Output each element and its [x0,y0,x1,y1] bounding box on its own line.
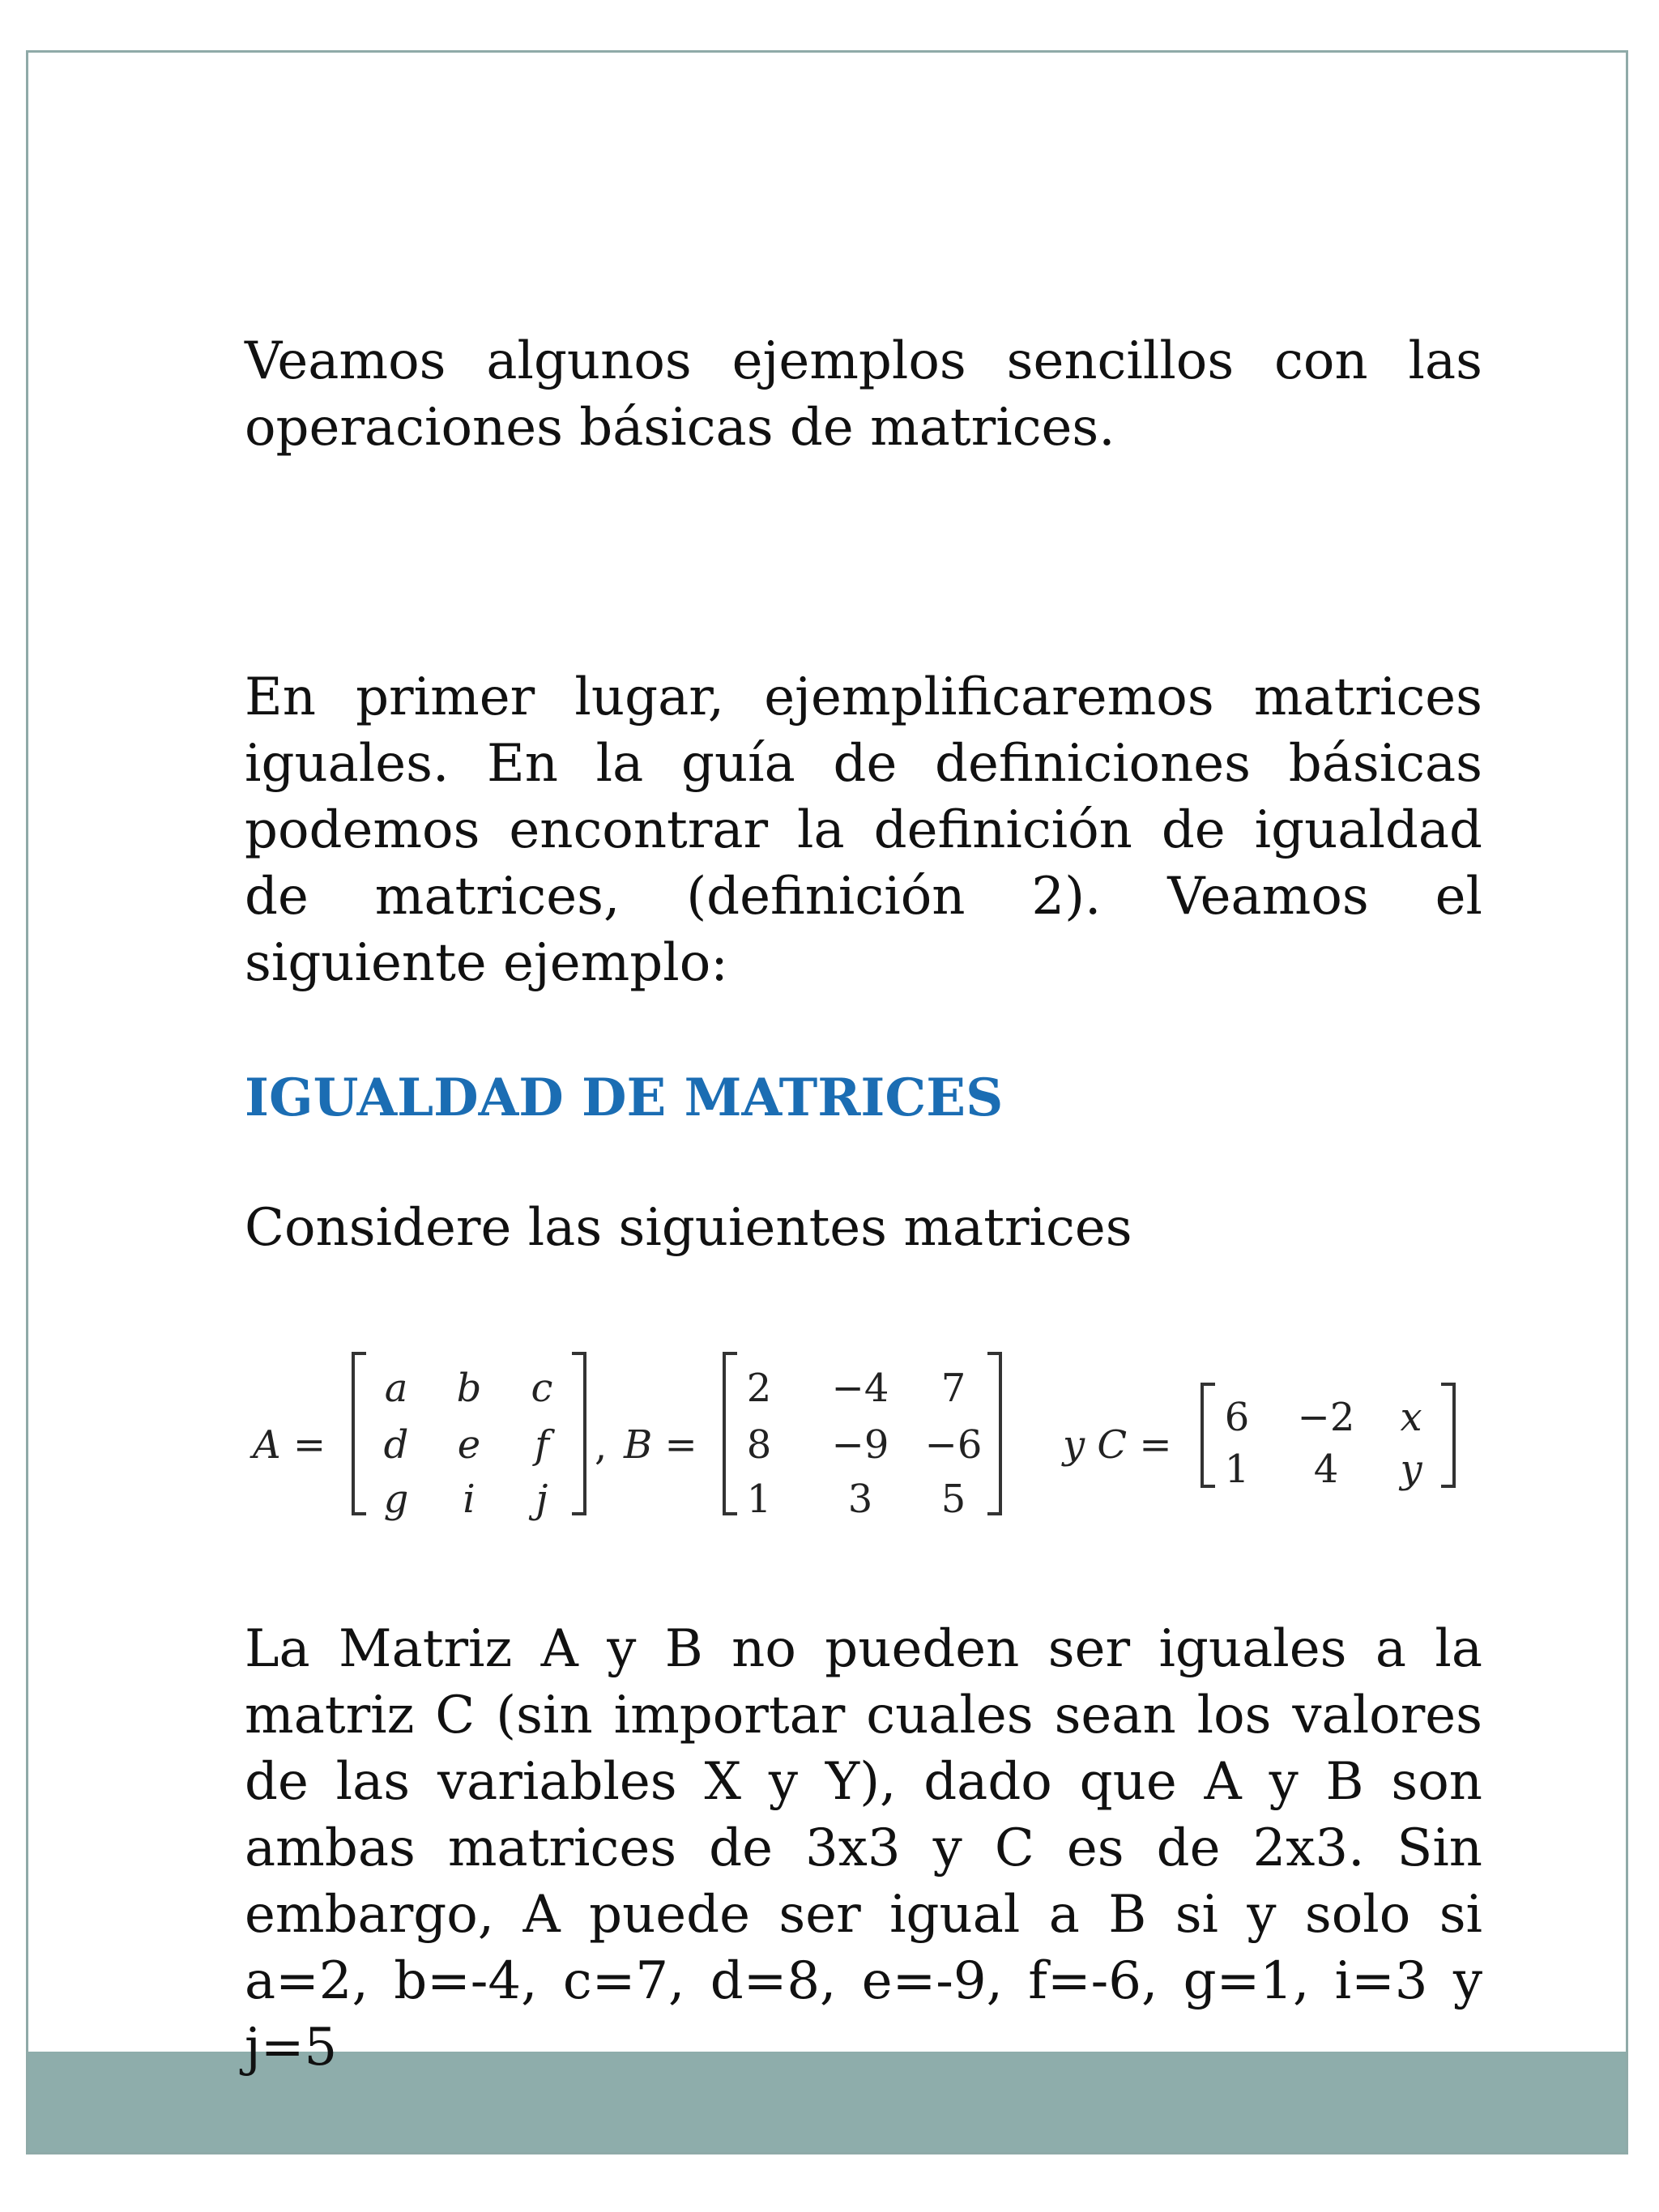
consider-text: Considere las siguientes matrices [245,1198,1132,1258]
matrix-cell: −6 [924,1422,983,1468]
matrix-c [1201,1379,1456,1491]
matrix-cell: c [531,1366,553,1411]
matrix-cell: x [1400,1395,1422,1440]
matrix-cell: 6 [1224,1395,1250,1440]
matrix-cell: 1 [746,1477,772,1522]
matrix-cell: b [456,1366,482,1411]
matrix-cell: f [535,1422,549,1468]
matrix-cell: 2 [746,1366,772,1411]
matrix-cell: g [383,1477,409,1522]
matrix-cell: 4 [1313,1447,1339,1492]
matrix-cell: 5 [940,1477,966,1522]
matrix-cell: i [463,1477,476,1522]
matrix-b-label: B = [624,1422,697,1468]
section-heading: IGUALDAD DE MATRICES [245,1068,1004,1128]
matrix-separator: , [595,1424,608,1469]
matrix-c-label: y C = [1063,1422,1172,1468]
matrix-cell: d [383,1422,409,1468]
matrix-cell: −9 [831,1422,889,1468]
matrix-cell: 8 [746,1422,772,1468]
matrix-cell: −2 [1297,1395,1355,1440]
matrix-a-label: A = [253,1422,326,1468]
matrix-cell: 3 [847,1477,873,1522]
matrix-cell: a [384,1366,408,1411]
matrix-cell: 7 [940,1366,966,1411]
definition-paragraph: En primer lugar, ejemplificaremos matrices iguales. En la guía de definiciones básicas podemos encontrar la definición de igualdad de matrices, (definición 2). Veamos el siguiente ejemplo: [245,667,1482,993]
matrix-cell: 1 [1224,1447,1250,1492]
matrix-cell: e [457,1422,481,1468]
matrix-b [723,1349,1002,1522]
matrix-cell: −4 [831,1366,889,1411]
matrix-equations [245,1349,1482,1522]
matrix-cell: y [1400,1447,1422,1492]
matrix-cell: j [535,1477,548,1522]
matrix-a [352,1349,586,1522]
intro-paragraph: Veamos algunos ejemplos sencillos con las operaciones básicas de matrices. [245,331,1482,458]
conclusion-paragraph: La Matriz A y B no pueden ser iguales a la matriz C (sin importar cuales sean los valores de las variables X y Y), dado que A y B son ambas matrices de 3x3 y C es de 2x3. Sin embargo, A puede ser igual a B si y solo si a=2, b=-4, c=7, d=8, e=-9, f=-6, g=1, i=3 y j=5 [245,1619,1482,2078]
